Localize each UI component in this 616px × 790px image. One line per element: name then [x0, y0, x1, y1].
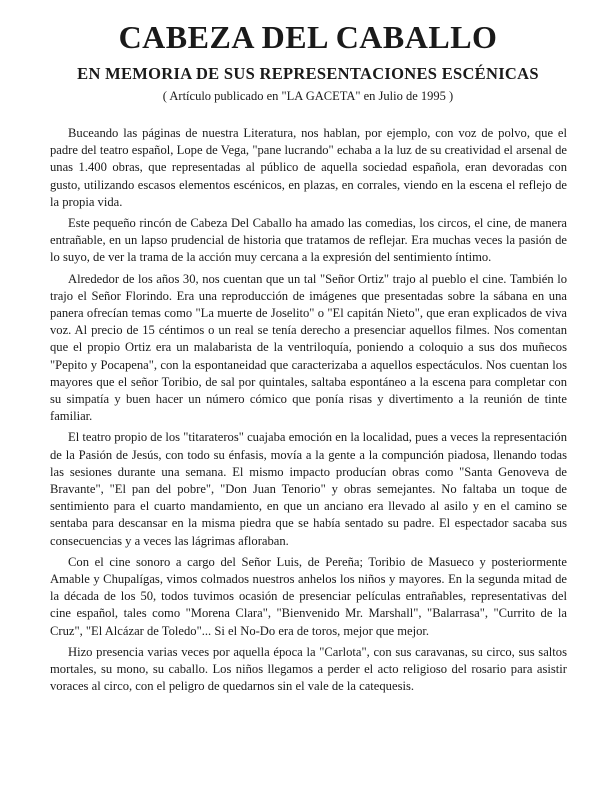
page-title: CABEZA DEL CABALLO	[118, 19, 498, 55]
paragraph: Alrededor de los años 30, nos cuentan que un tal "Señor Ortiz" trajo al pueblo el cine. También lo trajo el Señor Florindo. Era una reproducción de imágenes que presentadas sobre la sábana en una panera ofrecían temas como "La muerte de Joselito" o "El capitán Nieto", que eran explicados de viva voz. Al precio de 15 céntimos o un real se tenía derecho a presenciar aquellos filmes. Nos comentan que el propio Ortiz era un malabarista de la ventriloquía, poniendo a coloquio a sus dos muñecos "Pepito y Pocapena", con la espontaneidad que caracterizaba a aquellos espectáculos. Nos cuentan los mayores que el señor Toribio, de sal por quintales, saltaba espontáneo a la escena para completar con su simpatía y buen hacer un número cómico que ponía risas y divertimento a la reunión de tinte familiar.	[50, 271, 567, 424]
source-note: ( Artículo publicado en "LA GACETA" en Julio de 1995 )	[162, 89, 454, 103]
paragraph: El teatro propio de los "titarateros" cuajaba emoción en la localidad, pues a veces la representación de la Pasión de Jesús, con todo su énfasis, movía a la gente a la compunción piadosa, llenando todas las sesiones durante una semana. El mismo impacto producían obras como "Santa Genoveva de Bravante", "El pan del pobre", "Don Juan Tenorio" y obras semejantes. No faltaba un toque de sentimiento para el cuarto mandamiento, en que un anciano era llevado al asilo y en el camino se sentaba para descansar en la misma piedra que se había sentado su padre. El espectador sacaba sus consecuencias y a veces las lágrimas afloraban.	[50, 430, 567, 548]
paragraph: Hizo presencia varias veces por aquella época la "Carlota", con sus caravanas, su circo, sus saltos mortales, su mono, su caballo. Los niños llegamos a perder el acto religioso del rosario para asistir voraces al circo, con el peligro de quedarnos sin el vale de la catequesis.	[50, 644, 567, 694]
article-body	[50, 125, 567, 700]
paragraph: Buceando las páginas de nuestra Literatura, nos hablan, por ejemplo, con voz de polvo, que el padre del teatro español, Lope de Vega, "pane lucrando" echaba a la luz de su creatividad el arsenal de unas 1.400 obras, que representadas al público de aquella sociedad española, eran devoradas con gusto, utilizando escasos elementos escénicos, en plazas, en corrales, viendo en la escena el reflejo de la propia vida.	[50, 126, 567, 209]
page-subtitle: EN MEMORIA DE SUS REPRESENTACIONES ESCÉNICAS	[77, 64, 539, 83]
paragraph: Este pequeño rincón de Cabeza Del Caballo ha amado las comedias, los circos, el cine, de manera entrañable, en un lapso prudencial de historia que tratamos de reflejar. Era muchas veces la pasión de lo suyo, de ver la trama de la acción muy cercana a la expresión del sentimiento íntimo.	[50, 216, 567, 265]
paragraph: Con el cine sonoro a cargo del Señor Luis, de Pereña; Toribio de Masueco y posteriormente Amable y Chupalígas, vimos colmados nuestros anhelos los niños y mayores. En la segunda mitad de la década de los 50, todos tuvimos ocasión de presenciar películas entrañables, representativas del cine español, tales como "Morena Clara", "Bienvenido Mr. Marshall", "Balarrasa", "Currito de la Cruz", "El Alcázar de Toledo"... Si el No-Do era de toros, mejor que mejor.	[50, 554, 567, 638]
